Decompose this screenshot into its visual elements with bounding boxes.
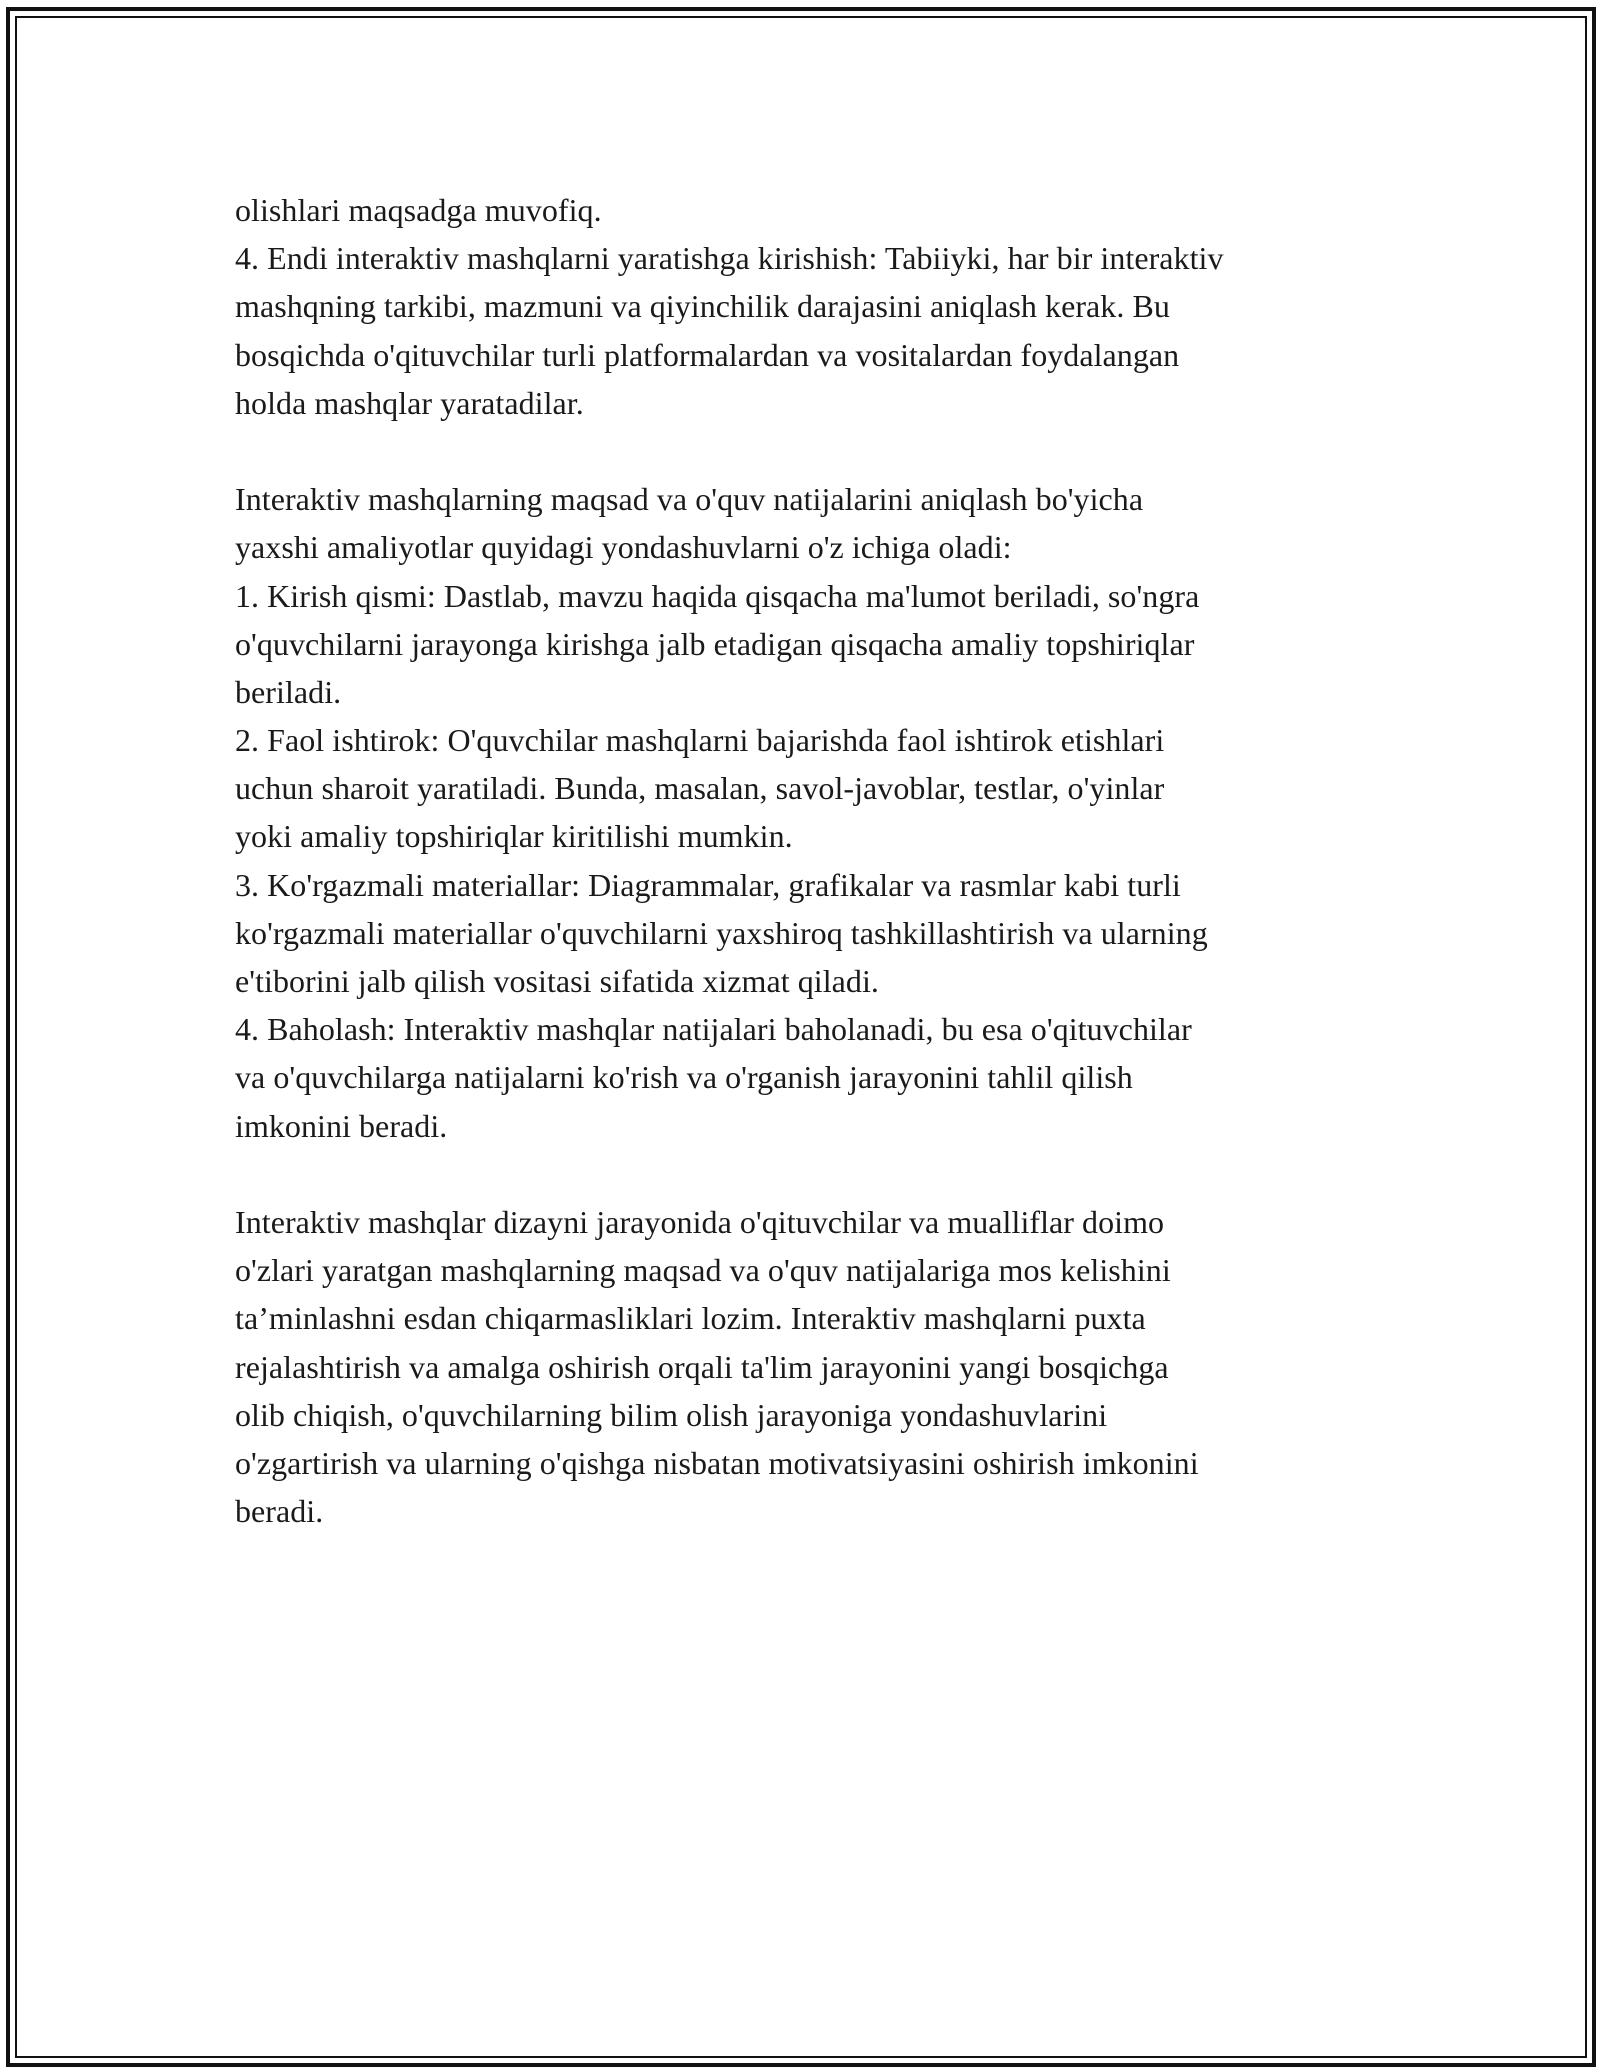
text-line: e'tiborini jalb qilish vositasi sifatida xizmat qiladi. (235, 963, 879, 999)
text-line: Interaktiv mashqlarning maqsad va o'quv natijalarini aniqlash bo'yicha (235, 481, 1144, 518)
text-line: 4. Baholash: Interaktiv mashqlar natijalari baholanadi, bu esa o'qituvchilar (235, 1011, 1192, 1048)
text-line: yaxshi amaliyotlar quyidagi yondashuvlarni o'z ichiga oladi: (235, 529, 1012, 566)
paragraph-3 (235, 1198, 1395, 1535)
text-line: ko'rgazmali materiallar o'quvchilarni yaxshiroq tashkillashtirish va ularning (235, 914, 1208, 951)
text-line: rejalashtirish va amalga oshirish orqali ta'lim jarayonini yangi bosqichga (235, 1348, 1169, 1385)
text-line: holda mashqlar yaratadilar. (235, 384, 584, 421)
text-line: 4. Endi interaktiv mashqlarni yaratishga kirishish: Tabiiyki, har bir interaktiv (235, 240, 1224, 277)
text-line: bosqichda o'qituvchilar turli platformalardan va vositalardan foydalangan (235, 336, 1180, 373)
text-line: beriladi. (235, 673, 342, 710)
text-line: o'zlari yaratgan mashqlarning maqsad va o'quv natijalariga mos kelishini (235, 1252, 1171, 1289)
text-line: 2. Faol ishtirok: O'quvchilar mashqlarni bajarishda faol ishtirok etishlari (235, 722, 1165, 759)
paragraph-spacer (235, 1150, 1395, 1198)
text-line: o'quvchilarni jarayonga kirishga jalb etadigan qisqacha amaliy topshiriqlar (235, 625, 1195, 662)
document-body (235, 186, 1395, 1535)
text-line: imkonini beradi. (235, 1107, 448, 1144)
paragraph-1 (235, 186, 1395, 427)
text-line: 1. Kirish qismi: Dastlab, mavzu haqida qisqacha ma'lumot beriladi, so'ngra (235, 577, 1200, 614)
text-line: mashqning tarkibi, mazmuni va qiyinchilik darajasini aniqlash kerak. Bu (235, 288, 1170, 325)
text-line: olib chiqish, o'quvchilarning bilim olish jarayoniga yondashuvlarini (235, 1396, 1108, 1433)
text-line: ta’minlashni esdan chiqarmasliklari lozim. Interaktiv mashqlarni puxta (235, 1300, 1146, 1337)
text-line: uchun sharoit yaratiladi. Bunda, masalan, savol-javoblar, testlar, o'yinlar (235, 770, 1165, 807)
text-line: Interaktiv mashqlar dizayni jarayonida o'qituvchilar va mualliflar doimo (235, 1203, 1165, 1240)
text-line: 3. Ko'rgazmali materiallar: Diagrammalar, grafikalar va rasmlar kabi turli (235, 866, 1181, 903)
paragraph-2 (235, 475, 1395, 1150)
text-line: olishlari maqsadga muvofiq. (235, 192, 602, 228)
text-line: va o'quvchilarga natijalarni ko'rish va o'rganish jarayonini tahlil qilish (235, 1059, 1133, 1096)
text-line: o'zgartirish va ularning o'qishga nisbatan motivatsiyasini oshirish imkonini (235, 1444, 1199, 1481)
paragraph-spacer (235, 427, 1395, 475)
text-line: yoki amaliy topshiriqlar kiritilishi mumkin. (235, 818, 793, 855)
text-line: beradi. (235, 1493, 324, 1530)
